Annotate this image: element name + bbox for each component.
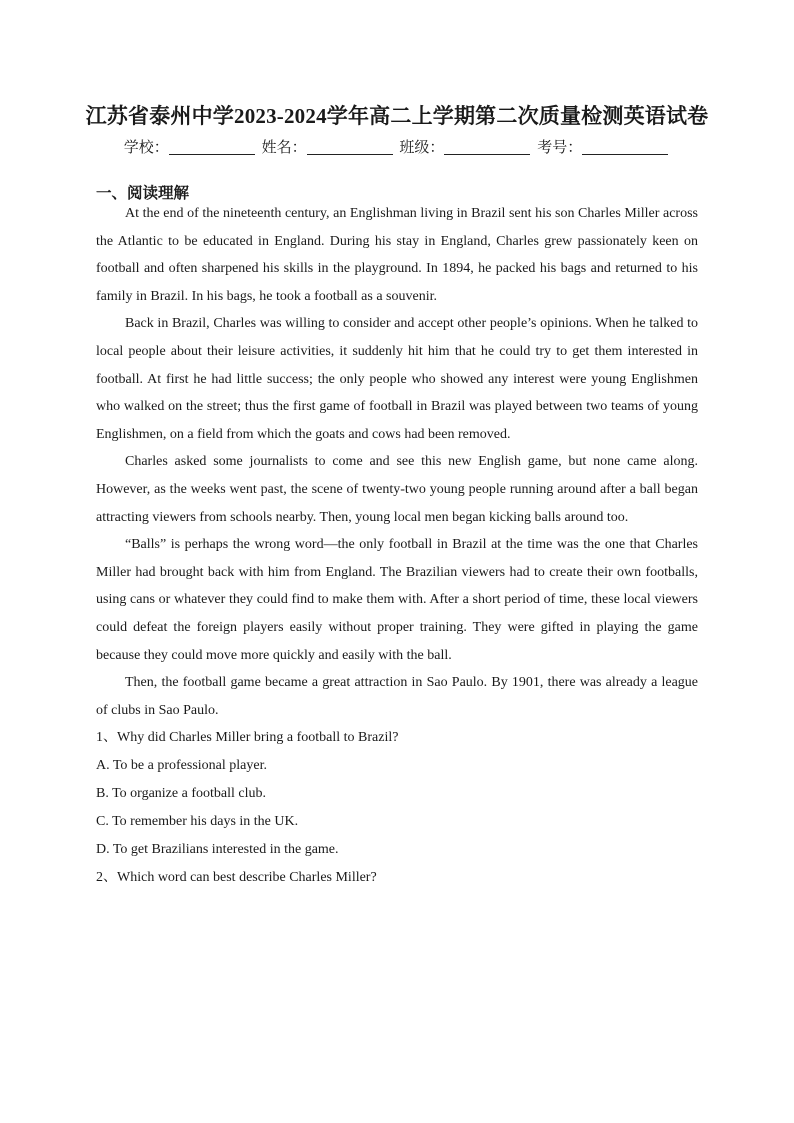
question-2: 2、Which word can best describe Charles Miller? <box>96 870 377 886</box>
name-blank[interactable] <box>307 140 393 155</box>
question-1-option-a[interactable]: A. To be a professional player. <box>96 758 267 774</box>
passage-paragraph-1: At the end of the nineteenth century, an Englishman living in Brazil sent his son Charles Miller across the Atlantic to be educated in England. During his stay in England, Charles grew passionately keen on football and often sharpened his skills in the playground. In 1894, he packed his bags and returned to his family in Brazil. In his bags, he took a football as a souvenir. <box>96 206 698 304</box>
school-label: 学校： <box>123 138 169 156</box>
passage-paragraph-5: Then, the football game became a great attraction in Sao Paulo. By 1901, there was already a league of clubs in Sao Paulo. <box>96 675 698 718</box>
question-1-option-b[interactable]: B. To organize a football club. <box>96 786 266 802</box>
passage-paragraph-2: Back in Brazil, Charles was willing to consider and accept other people’s opinions. When he talked to local people about their leisure activities, it suddenly hit him that he could try to get them interested in football. At first he had little success; the only people who showed any interest were young Englishmen who walked on the street; thus the first game of football in Brazil was played between two teams of young Englishmen, on a field from which the goats and cows had been removed. <box>96 316 698 442</box>
class-blank[interactable] <box>444 140 530 155</box>
exam-title: 江苏省泰州中学2023-2024学年高二上学期第二次质量检测英语试卷 <box>85 104 709 128</box>
reading-passage <box>96 200 698 892</box>
question-1: 1、Why did Charles Miller bring a football to Brazil? <box>96 730 399 746</box>
number-blank[interactable] <box>582 140 668 155</box>
passage-paragraph-3: Charles asked some journalists to come and see this new English game, but none came along. However, as the weeks went past, the scene of twenty-two young people running around after a ball began attracting viewers from schools nearby. Then, young local men began kicking balls around too. <box>96 454 698 525</box>
question-1-option-d[interactable]: D. To get Brazilians interested in the game. <box>96 842 339 858</box>
section-heading: 一、阅读理解 <box>96 184 190 202</box>
question-1-option-c[interactable]: C. To remember his days in the UK. <box>96 814 299 830</box>
class-label: 班级： <box>399 138 445 156</box>
school-blank[interactable] <box>169 140 255 155</box>
number-label: 考号： <box>537 138 583 156</box>
passage-paragraph-4: “Balls” is perhaps the wrong word—the only football in Brazil at the time was the one that Charles Miller had brought back with him from England. The Brazilian viewers had to create their own footballs, using cans or whatever they could find to make them with. After a short period of time, these local viewers could defeat the foreign players easily without proper training. They were gifted in playing the game because they could move more quickly and easily with the ball. <box>96 537 698 663</box>
name-label: 姓名： <box>261 138 307 156</box>
student-info-line <box>0 136 794 157</box>
